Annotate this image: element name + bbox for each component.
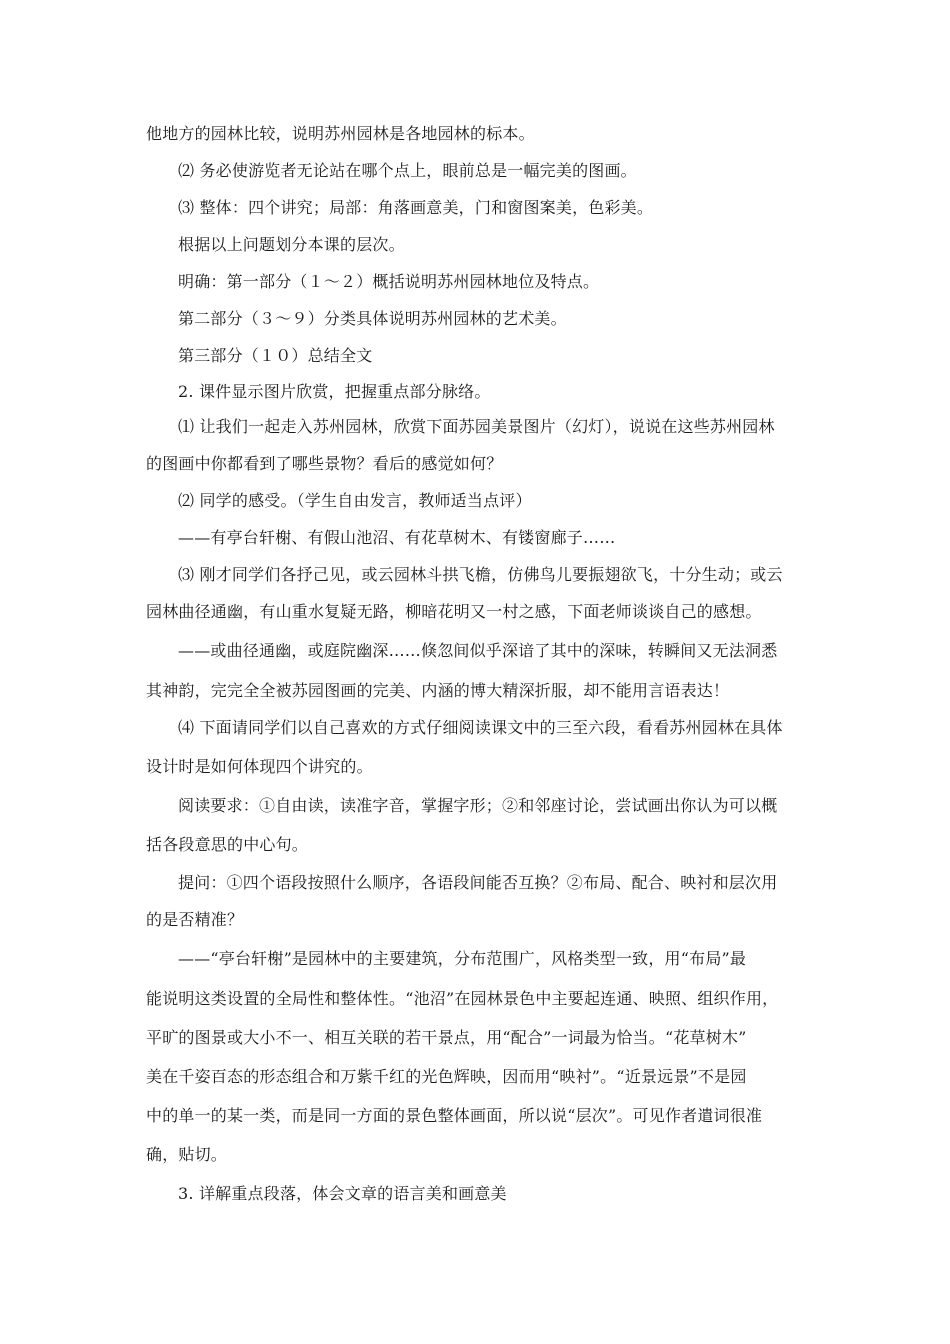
text-line: 括各段意思的中心句。: [146, 835, 309, 854]
text-line: ——有亭台轩榭、有假山池沼、有花草树木、有镂窗廊子……: [178, 528, 616, 547]
text-line: 平旷的图景或大小不一、相互关联的若干景点，用“配合”一词最为恰当。“花草树木”: [146, 1028, 747, 1047]
text-line: 美在千姿百态的形态组合和万紫千红的光色辉映，因而用“映衬”。“近景远景”不是园: [146, 1067, 747, 1086]
text-line: 第三部分（１０）总结全文: [178, 346, 373, 365]
text-line: 中的单一的某一类，而是同一方面的景色整体画面，所以说“层次”。可见作者遣词很准: [146, 1106, 763, 1125]
text-line: 3. 详解重点段落，体会文章的语言美和画意美: [178, 1184, 507, 1203]
text-line: 的图画中你都看到了哪些景物？看后的感觉如何？: [146, 454, 503, 473]
text-line: 根据以上问题划分本课的层次。: [178, 235, 405, 254]
text-line: 确，贴切。: [146, 1145, 228, 1164]
text-line: 他地方的园林比较，说明苏州园林是各地园林的标本。: [146, 124, 535, 143]
text-line: 其神韵，完完全全被苏园图画的完美、内涵的博大精深折服，却不能用言语表达！: [146, 681, 730, 700]
text-line: 2. 课件显示图片欣赏，把握重点部分脉络。: [178, 382, 491, 401]
text-line: 能说明这类设置的全局性和整体性。“池沼”在园林景色中主要起连通、映照、组织作用，: [146, 989, 779, 1008]
text-line: 设计时是如何体现四个讲究的。: [146, 757, 373, 776]
text-line: ——“亭台轩榭”是园林中的主要建筑，分布范围广，风格类型一致，用“布局”最: [178, 949, 747, 968]
text-line: ——或曲径通幽，或庭院幽深……倏忽间似乎深谙了其中的深味，转瞬间又无法洞悉: [178, 641, 778, 660]
text-line: ⑶ 刚才同学们各抒己见，或云园林斗拱飞檐，仿佛鸟儿要振翅欲飞，十分生动；或云: [178, 565, 783, 584]
text-line: 提问：①四个语段按照什么顺序，各语段间能否互换？②布局、配合、映衬和层次用: [178, 873, 778, 892]
text-line: 第二部分（３～９）分类具体说明苏州园林的艺术美。: [178, 309, 567, 328]
text-line: ⑶ 整体：四个讲究；局部：角落画意美，门和窗图案美，色彩美。: [178, 198, 654, 217]
text-line: 明确：第一部分（１～２）概括说明苏州园林地位及特点。: [178, 272, 600, 291]
text-line: ⑷ 下面请同学们以自己喜欢的方式仔细阅读课文中的三至六段，看看苏州园林在具体: [178, 718, 783, 737]
text-line: ⑵ 同学的感受。（学生自由发言，教师适当点评）: [178, 491, 532, 510]
text-line: 的是否精准？: [146, 910, 244, 929]
text-line: ⑵ 务必使游览者无论站在哪个点上，眼前总是一幅完美的图画。: [178, 161, 637, 180]
text-line: 阅读要求：①自由读，读准字音，掌握字形；②和邻座讨论，尝试画出你认为可以概: [178, 796, 778, 815]
text-line: 园林曲径通幽，有山重水复疑无路，柳暗花明又一村之感，下面老师谈谈自己的感想。: [146, 602, 762, 621]
text-line: ⑴ 让我们一起走入苏州园林，欣赏下面苏园美景图片（幻灯），说说在这些苏州园林: [178, 417, 775, 436]
